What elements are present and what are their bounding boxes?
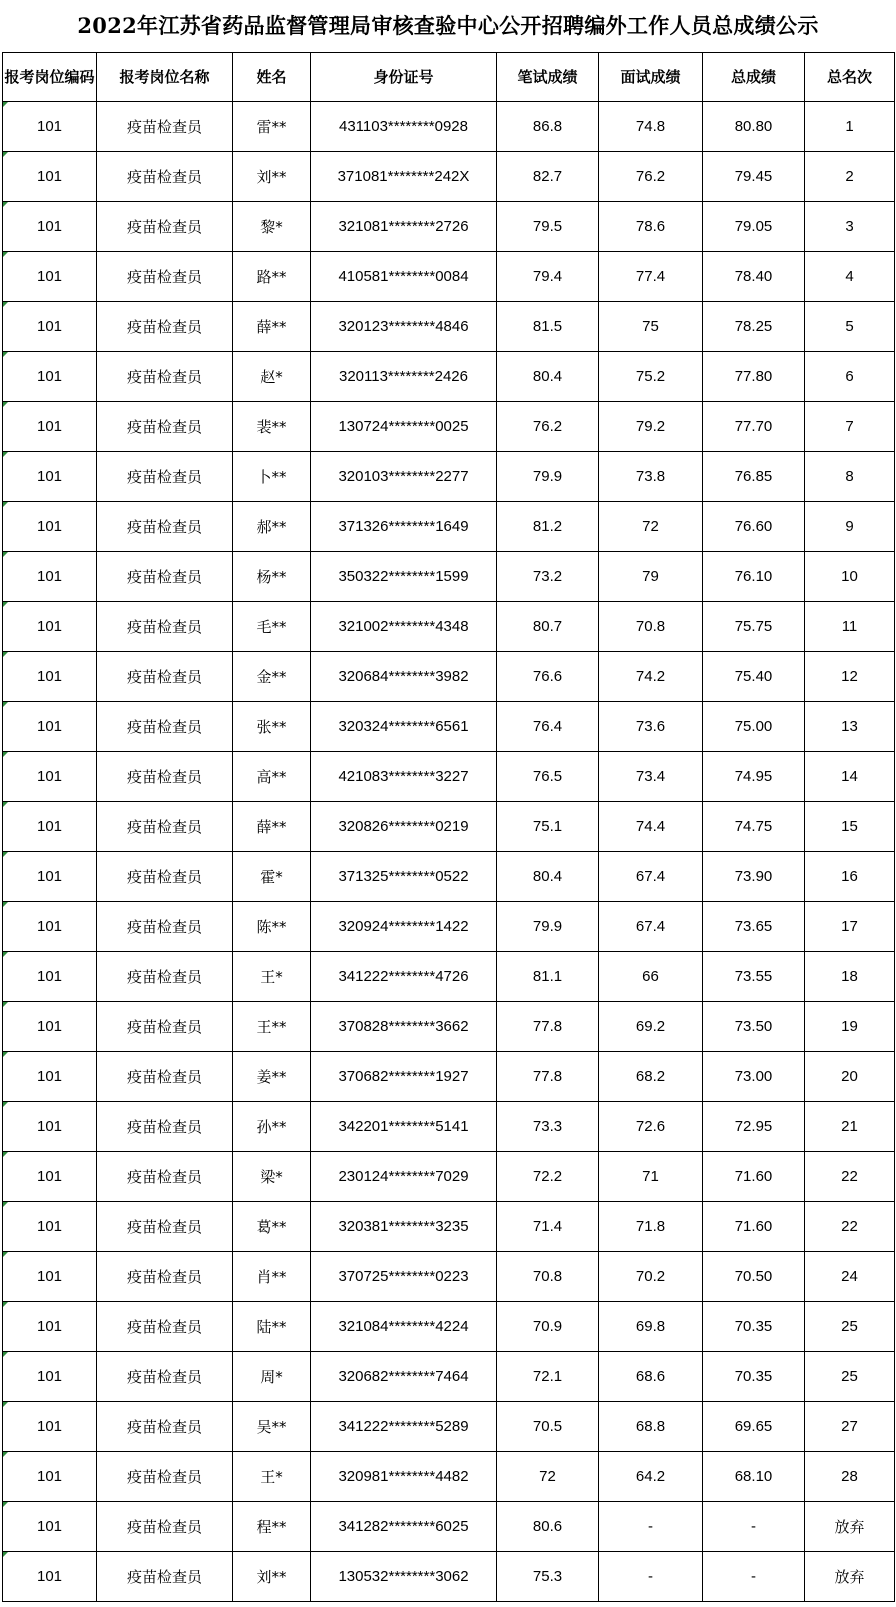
id-number-cell: 321081********2726 [311,202,497,252]
post-code-cell: 101 [3,1102,97,1152]
interview-score-cell: 68.2 [599,1052,703,1102]
post-code-cell: 101 [3,502,97,552]
post-name-cell: 疫苗检查员 [97,952,233,1002]
name-cell: 梁* [233,1152,311,1202]
table-row [3,1402,895,1452]
id-number-cell: 342201********5141 [311,1102,497,1152]
rank-cell: 16 [805,852,895,902]
total-score-cell: 79.05 [703,202,805,252]
total-score-cell: 76.85 [703,452,805,502]
interview-score-cell: 78.6 [599,202,703,252]
name-cell: 程** [233,1502,311,1552]
interview-score-cell: 73.8 [599,452,703,502]
table-row [3,452,895,502]
rank-cell: 14 [805,752,895,802]
name-cell: 张** [233,702,311,752]
written-score-cell: 70.9 [497,1302,599,1352]
post-code-cell: 101 [3,1252,97,1302]
header-name: 姓名 [233,53,311,102]
written-score-cell: 80.4 [497,852,599,902]
post-code-cell: 101 [3,102,97,152]
interview-score-cell: 71 [599,1152,703,1202]
name-cell: 陈** [233,902,311,952]
post-code-cell: 101 [3,1152,97,1202]
interview-score-cell: 68.6 [599,1352,703,1402]
table-row [3,302,895,352]
written-score-cell: 79.5 [497,202,599,252]
table-row [3,1252,895,1302]
id-number-cell: 341282********6025 [311,1502,497,1552]
rank-cell: 放弃 [805,1502,895,1552]
post-name-cell: 疫苗检查员 [97,602,233,652]
rank-cell: 20 [805,1052,895,1102]
written-score-cell: 82.7 [497,152,599,202]
id-number-cell: 431103********0928 [311,102,497,152]
rank-cell: 2 [805,152,895,202]
total-score-cell: 71.60 [703,1202,805,1252]
table-row [3,752,895,802]
table-row [3,402,895,452]
interview-score-cell: 77.4 [599,252,703,302]
id-number-cell: 320123********4846 [311,302,497,352]
written-score-cell: 79.4 [497,252,599,302]
id-number-cell: 341222********4726 [311,952,497,1002]
id-number-cell: 321084********4224 [311,1302,497,1352]
post-code-cell: 101 [3,252,97,302]
written-score-cell: 81.2 [497,502,599,552]
post-name-cell: 疫苗检查员 [97,252,233,302]
table-row [3,1502,895,1552]
table-row [3,702,895,752]
header-total-score: 总成绩 [703,53,805,102]
interview-score-cell: 74.4 [599,802,703,852]
post-name-cell: 疫苗检查员 [97,1052,233,1102]
written-score-cell: 70.5 [497,1402,599,1452]
interview-score-cell: 66 [599,952,703,1002]
written-score-cell: 79.9 [497,452,599,502]
table-row [3,1452,895,1502]
interview-score-cell: 73.4 [599,752,703,802]
post-code-cell: 101 [3,552,97,602]
name-cell: 王* [233,952,311,1002]
id-number-cell: 410581********0084 [311,252,497,302]
post-code-cell: 101 [3,802,97,852]
total-score-cell: 79.45 [703,152,805,202]
post-code-cell: 101 [3,752,97,802]
post-name-cell: 疫苗检查员 [97,802,233,852]
table-row [3,352,895,402]
written-score-cell: 79.9 [497,902,599,952]
total-score-cell: 77.70 [703,402,805,452]
total-score-cell: 73.65 [703,902,805,952]
written-score-cell: 75.1 [497,802,599,852]
written-score-cell: 76.6 [497,652,599,702]
id-number-cell: 371325********0522 [311,852,497,902]
post-code-cell: 101 [3,152,97,202]
written-score-cell: 77.8 [497,1052,599,1102]
id-number-cell: 371326********1649 [311,502,497,552]
rank-cell: 5 [805,302,895,352]
total-score-cell: 78.40 [703,252,805,302]
post-code-cell: 101 [3,1502,97,1552]
header-id-number: 身份证号 [311,53,497,102]
id-number-cell: 320924********1422 [311,902,497,952]
id-number-cell: 130532********3062 [311,1552,497,1602]
total-score-cell: 72.95 [703,1102,805,1152]
name-cell: 金** [233,652,311,702]
rank-cell: 24 [805,1252,895,1302]
post-name-cell: 疫苗检查员 [97,752,233,802]
id-number-cell: 350322********1599 [311,552,497,602]
post-code-cell: 101 [3,652,97,702]
post-code-cell: 101 [3,1552,97,1602]
header-interview-score: 面试成绩 [599,53,703,102]
post-name-cell: 疫苗检查员 [97,102,233,152]
score-table [2,52,895,1602]
rank-cell: 6 [805,352,895,402]
post-code-cell: 101 [3,1402,97,1452]
total-score-cell: 70.50 [703,1252,805,1302]
post-name-cell: 疫苗检查员 [97,302,233,352]
name-cell: 毛** [233,602,311,652]
rank-cell: 3 [805,202,895,252]
post-name-cell: 疫苗检查员 [97,152,233,202]
post-name-cell: 疫苗检查员 [97,1252,233,1302]
total-score-cell: - [703,1502,805,1552]
written-score-cell: 86.8 [497,102,599,152]
written-score-cell: 77.8 [497,1002,599,1052]
written-score-cell: 72 [497,1452,599,1502]
table-row [3,602,895,652]
table-row [3,1302,895,1352]
rank-cell: 25 [805,1302,895,1352]
rank-cell: 放弃 [805,1552,895,1602]
interview-score-cell: 74.8 [599,102,703,152]
total-score-cell: 75.00 [703,702,805,752]
table-body [3,102,895,1602]
id-number-cell: 130724********0025 [311,402,497,452]
post-code-cell: 101 [3,902,97,952]
page-title: 2022年江苏省药品监督管理局审核查验中心公开招聘编外工作人员总成绩公示 [77,13,819,38]
interview-score-cell: 67.4 [599,852,703,902]
written-score-cell: 73.2 [497,552,599,602]
interview-score-cell: - [599,1502,703,1552]
id-number-cell: 320684********3982 [311,652,497,702]
interview-score-cell: 71.8 [599,1202,703,1252]
name-cell: 高** [233,752,311,802]
interview-score-cell: 73.6 [599,702,703,752]
rank-cell: 11 [805,602,895,652]
table-row [3,952,895,1002]
rank-cell: 1 [805,102,895,152]
post-name-cell: 疫苗检查员 [97,1502,233,1552]
name-cell: 王** [233,1002,311,1052]
name-cell: 刘** [233,1552,311,1602]
header-post-name: 报考岗位名称 [97,53,233,102]
post-code-cell: 101 [3,952,97,1002]
total-score-cell: 74.75 [703,802,805,852]
post-name-cell: 疫苗检查员 [97,1152,233,1202]
rank-cell: 17 [805,902,895,952]
written-score-cell: 72.2 [497,1152,599,1202]
post-code-cell: 101 [3,402,97,452]
post-name-cell: 疫苗检查员 [97,202,233,252]
rank-cell: 7 [805,402,895,452]
id-number-cell: 341222********5289 [311,1402,497,1452]
table-row [3,902,895,952]
table-row [3,802,895,852]
post-code-cell: 101 [3,302,97,352]
id-number-cell: 320381********3235 [311,1202,497,1252]
interview-score-cell: 72.6 [599,1102,703,1152]
rank-cell: 18 [805,952,895,1002]
id-number-cell: 321002********4348 [311,602,497,652]
post-name-cell: 疫苗检查员 [97,852,233,902]
id-number-cell: 320682********7464 [311,1352,497,1402]
id-number-cell: 230124********7029 [311,1152,497,1202]
post-name-cell: 疫苗检查员 [97,1302,233,1352]
id-number-cell: 320113********2426 [311,352,497,402]
post-name-cell: 疫苗检查员 [97,402,233,452]
table-row [3,502,895,552]
post-name-cell: 疫苗检查员 [97,902,233,952]
interview-score-cell: - [599,1552,703,1602]
interview-score-cell: 69.8 [599,1302,703,1352]
rank-cell: 9 [805,502,895,552]
interview-score-cell: 75.2 [599,352,703,402]
table-row [3,852,895,902]
rank-cell: 27 [805,1402,895,1452]
id-number-cell: 320826********0219 [311,802,497,852]
written-score-cell: 81.5 [497,302,599,352]
total-score-cell: 73.00 [703,1052,805,1102]
written-score-cell: 80.6 [497,1502,599,1552]
name-cell: 周* [233,1352,311,1402]
name-cell: 薛** [233,802,311,852]
total-score-cell: 75.40 [703,652,805,702]
post-code-cell: 101 [3,1452,97,1502]
written-score-cell: 76.2 [497,402,599,452]
name-cell: 孙** [233,1102,311,1152]
interview-score-cell: 75 [599,302,703,352]
header-written-score: 笔试成绩 [497,53,599,102]
interview-score-cell: 68.8 [599,1402,703,1452]
total-score-cell: 69.65 [703,1402,805,1452]
rank-cell: 12 [805,652,895,702]
total-score-cell: 80.80 [703,102,805,152]
post-name-cell: 疫苗检查员 [97,552,233,602]
table-row [3,1152,895,1202]
interview-score-cell: 79.2 [599,402,703,452]
total-score-cell: 78.25 [703,302,805,352]
post-name-cell: 疫苗检查员 [97,702,233,752]
name-cell: 黎* [233,202,311,252]
id-number-cell: 370725********0223 [311,1252,497,1302]
table-row [3,152,895,202]
table-row [3,1102,895,1152]
rank-cell: 10 [805,552,895,602]
rank-cell: 15 [805,802,895,852]
post-name-cell: 疫苗检查员 [97,352,233,402]
written-score-cell: 71.4 [497,1202,599,1252]
name-cell: 陆** [233,1302,311,1352]
interview-score-cell: 69.2 [599,1002,703,1052]
id-number-cell: 320103********2277 [311,452,497,502]
post-name-cell: 疫苗检查员 [97,502,233,552]
name-cell: 肖** [233,1252,311,1302]
interview-score-cell: 64.2 [599,1452,703,1502]
name-cell: 葛** [233,1202,311,1252]
post-name-cell: 疫苗检查员 [97,1552,233,1602]
total-score-cell: 75.75 [703,602,805,652]
table-row [3,552,895,602]
name-cell: 郝** [233,502,311,552]
name-cell: 吴** [233,1402,311,1452]
id-number-cell: 320324********6561 [311,702,497,752]
id-number-cell: 421083********3227 [311,752,497,802]
id-number-cell: 371081********242X [311,152,497,202]
post-name-cell: 疫苗检查员 [97,1102,233,1152]
name-cell: 杨** [233,552,311,602]
interview-score-cell: 72 [599,502,703,552]
rank-cell: 21 [805,1102,895,1152]
name-cell: 王* [233,1452,311,1502]
interview-score-cell: 70.2 [599,1252,703,1302]
header-rank: 总名次 [805,53,895,102]
table-row [3,652,895,702]
rank-cell: 4 [805,252,895,302]
rank-cell: 8 [805,452,895,502]
interview-score-cell: 70.8 [599,602,703,652]
rank-cell: 13 [805,702,895,752]
total-score-cell: 76.10 [703,552,805,602]
total-score-cell: 74.95 [703,752,805,802]
id-number-cell: 320981********4482 [311,1452,497,1502]
total-score-cell: - [703,1552,805,1602]
written-score-cell: 70.8 [497,1252,599,1302]
table-row [3,252,895,302]
total-score-cell: 73.50 [703,1002,805,1052]
written-score-cell: 76.4 [497,702,599,752]
table-row [3,202,895,252]
written-score-cell: 80.7 [497,602,599,652]
name-cell: 雷** [233,102,311,152]
table-header-row [3,53,895,102]
total-score-cell: 71.60 [703,1152,805,1202]
post-name-cell: 疫苗检查员 [97,1402,233,1452]
rank-cell: 22 [805,1152,895,1202]
table-row [3,1352,895,1402]
total-score-cell: 77.80 [703,352,805,402]
post-name-cell: 疫苗检查员 [97,1352,233,1402]
post-code-cell: 101 [3,352,97,402]
rank-cell: 25 [805,1352,895,1402]
total-score-cell: 73.55 [703,952,805,1002]
name-cell: 赵* [233,352,311,402]
post-code-cell: 101 [3,1302,97,1352]
name-cell: 路** [233,252,311,302]
written-score-cell: 73.3 [497,1102,599,1152]
id-number-cell: 370828********3662 [311,1002,497,1052]
total-score-cell: 70.35 [703,1302,805,1352]
table-row [3,1552,895,1602]
post-code-cell: 101 [3,1002,97,1052]
name-cell: 卜** [233,452,311,502]
total-score-cell: 76.60 [703,502,805,552]
total-score-cell: 70.35 [703,1352,805,1402]
post-code-cell: 101 [3,1352,97,1402]
post-code-cell: 101 [3,452,97,502]
written-score-cell: 81.1 [497,952,599,1002]
written-score-cell: 75.3 [497,1552,599,1602]
name-cell: 薛** [233,302,311,352]
id-number-cell: 370682********1927 [311,1052,497,1102]
post-name-cell: 疫苗检查员 [97,1452,233,1502]
post-name-cell: 疫苗检查员 [97,1202,233,1252]
post-name-cell: 疫苗检查员 [97,1002,233,1052]
written-score-cell: 76.5 [497,752,599,802]
table-row [3,1002,895,1052]
rank-cell: 22 [805,1202,895,1252]
table-row [3,1052,895,1102]
total-score-cell: 73.90 [703,852,805,902]
rank-cell: 19 [805,1002,895,1052]
header-post-code: 报考岗位编码 [3,53,97,102]
interview-score-cell: 67.4 [599,902,703,952]
name-cell: 霍* [233,852,311,902]
post-code-cell: 101 [3,1202,97,1252]
written-score-cell: 80.4 [497,352,599,402]
table-row [3,102,895,152]
name-cell: 姜** [233,1052,311,1102]
post-code-cell: 101 [3,602,97,652]
interview-score-cell: 79 [599,552,703,602]
interview-score-cell: 74.2 [599,652,703,702]
post-code-cell: 101 [3,202,97,252]
table-row [3,1202,895,1252]
name-cell: 裴** [233,402,311,452]
rank-cell: 28 [805,1452,895,1502]
total-score-cell: 68.10 [703,1452,805,1502]
post-name-cell: 疫苗检查员 [97,452,233,502]
written-score-cell: 72.1 [497,1352,599,1402]
interview-score-cell: 76.2 [599,152,703,202]
name-cell: 刘** [233,152,311,202]
post-code-cell: 101 [3,852,97,902]
post-code-cell: 101 [3,702,97,752]
post-name-cell: 疫苗检查员 [97,652,233,702]
post-code-cell: 101 [3,1052,97,1102]
